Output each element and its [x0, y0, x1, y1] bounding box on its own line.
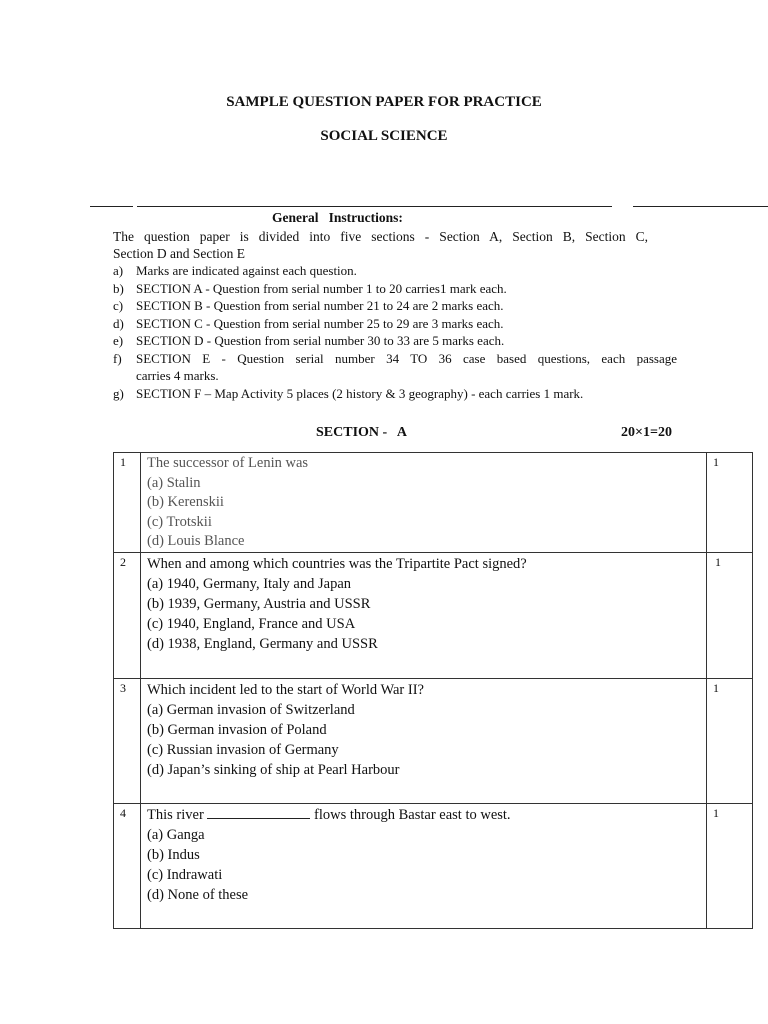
question-text-start: This river [147, 807, 204, 823]
item-marker: b) [113, 280, 124, 296]
question-content [141, 804, 707, 929]
paper-title: SAMPLE QUESTION PAPER FOR PRACTICE [226, 94, 542, 110]
question-number: 4 [114, 804, 141, 929]
instruction-item [113, 385, 677, 403]
option-c: (c) Russian invasion of Germany [147, 742, 339, 758]
roll-line [633, 206, 768, 207]
question-row [114, 453, 753, 553]
instruction-item [113, 332, 677, 350]
question-marks: 1 [707, 804, 753, 929]
instructions-intro [113, 228, 648, 262]
question-text [147, 805, 706, 825]
instruction-item [113, 280, 677, 298]
option-a: (a) German invasion of Switzerland [147, 702, 355, 718]
item-text-continued: carries 4 marks. [136, 368, 219, 383]
option-c: (c) Indrawati [147, 867, 223, 883]
name-line-long [137, 206, 612, 207]
option-b: (b) German invasion of Poland [147, 722, 327, 738]
option-c: (c) 1940, England, France and USA [147, 616, 356, 632]
question-text: The successor of Lenin was [147, 455, 309, 471]
question-marks: 1 [707, 553, 753, 679]
item-marker: c) [113, 298, 124, 313]
question-row [114, 553, 753, 679]
option-a: (a) Ganga [147, 827, 205, 843]
instruction-item [113, 262, 677, 280]
question-text: Which incident led to the start of World War II? [147, 682, 424, 698]
section-heading: SECTION - A [316, 425, 408, 440]
item-marker: g) [113, 385, 124, 401]
item-text: SECTION F – Map Activity 5 places (2 history & 3 geography) - each carries 1 mark. [136, 385, 584, 401]
question-marks: 1 [707, 679, 753, 804]
instructions-heading: General Instructions: [272, 210, 403, 225]
question-content [141, 453, 707, 553]
item-text: SECTION C - Question from serial number 25 to 29 are 3 marks each. [136, 315, 504, 331]
item-text: SECTION E - Question serial number 34 TO 36 case based questions, each passage [136, 350, 677, 366]
item-marker: f) [113, 350, 122, 366]
item-text: SECTION D - Question from serial number 30 to 33 are 5 marks each. [136, 333, 505, 348]
subject-title: SOCIAL SCIENCE [320, 128, 448, 144]
section-marks: 20×1=20 [621, 425, 672, 440]
option-b: (b) 1939, Germany, Austria and USSR [147, 596, 371, 612]
option-d: (d) None of these [147, 887, 249, 903]
instructions-list [113, 262, 677, 402]
question-row [114, 804, 753, 929]
intro-line-2: Section D and Section E [113, 246, 245, 261]
item-marker: d) [113, 315, 124, 331]
question-marks: 1 [707, 453, 753, 553]
option-a: (a) 1940, Germany, Italy and Japan [147, 576, 351, 592]
name-line-short [90, 206, 133, 207]
question-text: When and among which countries was the Tripartite Pact signed? [147, 556, 527, 572]
option-d: (d) 1938, England, Germany and USSR [147, 636, 378, 652]
question-number: 2 [114, 553, 141, 679]
question-text-end: flows through Bastar east to west. [314, 807, 511, 823]
item-text: Marks are indicated against each question. [136, 263, 357, 278]
option-d: (d) Louis Blance [147, 533, 245, 549]
intro-line-1: The question paper is divided into five sections - Section A, Section B, Section C, [113, 229, 648, 244]
option-b: (b) Kerenskii [147, 494, 224, 510]
item-text: SECTION A - Question from serial number 1 to 20 carries1 mark each. [136, 280, 507, 296]
item-text: SECTION B - Question from serial number 21 to 24 are 2 marks each. [136, 298, 504, 313]
question-number: 1 [114, 453, 141, 553]
instruction-item [113, 350, 677, 385]
option-c: (c) Trotskii [147, 513, 212, 530]
instruction-item [113, 315, 677, 333]
question-number: 3 [114, 679, 141, 804]
item-marker: e) [113, 333, 124, 348]
question-content [141, 553, 707, 679]
item-marker: a) [113, 263, 124, 278]
option-a: (a) Stalin [147, 474, 201, 491]
instruction-item [113, 297, 677, 315]
option-d: (d) Japan’s sinking of ship at Pearl Harbour [147, 762, 400, 778]
questions-table [113, 452, 753, 929]
question-content [141, 679, 707, 804]
fill-in-blank [207, 807, 310, 819]
option-b: (b) Indus [147, 847, 200, 863]
question-row [114, 679, 753, 804]
